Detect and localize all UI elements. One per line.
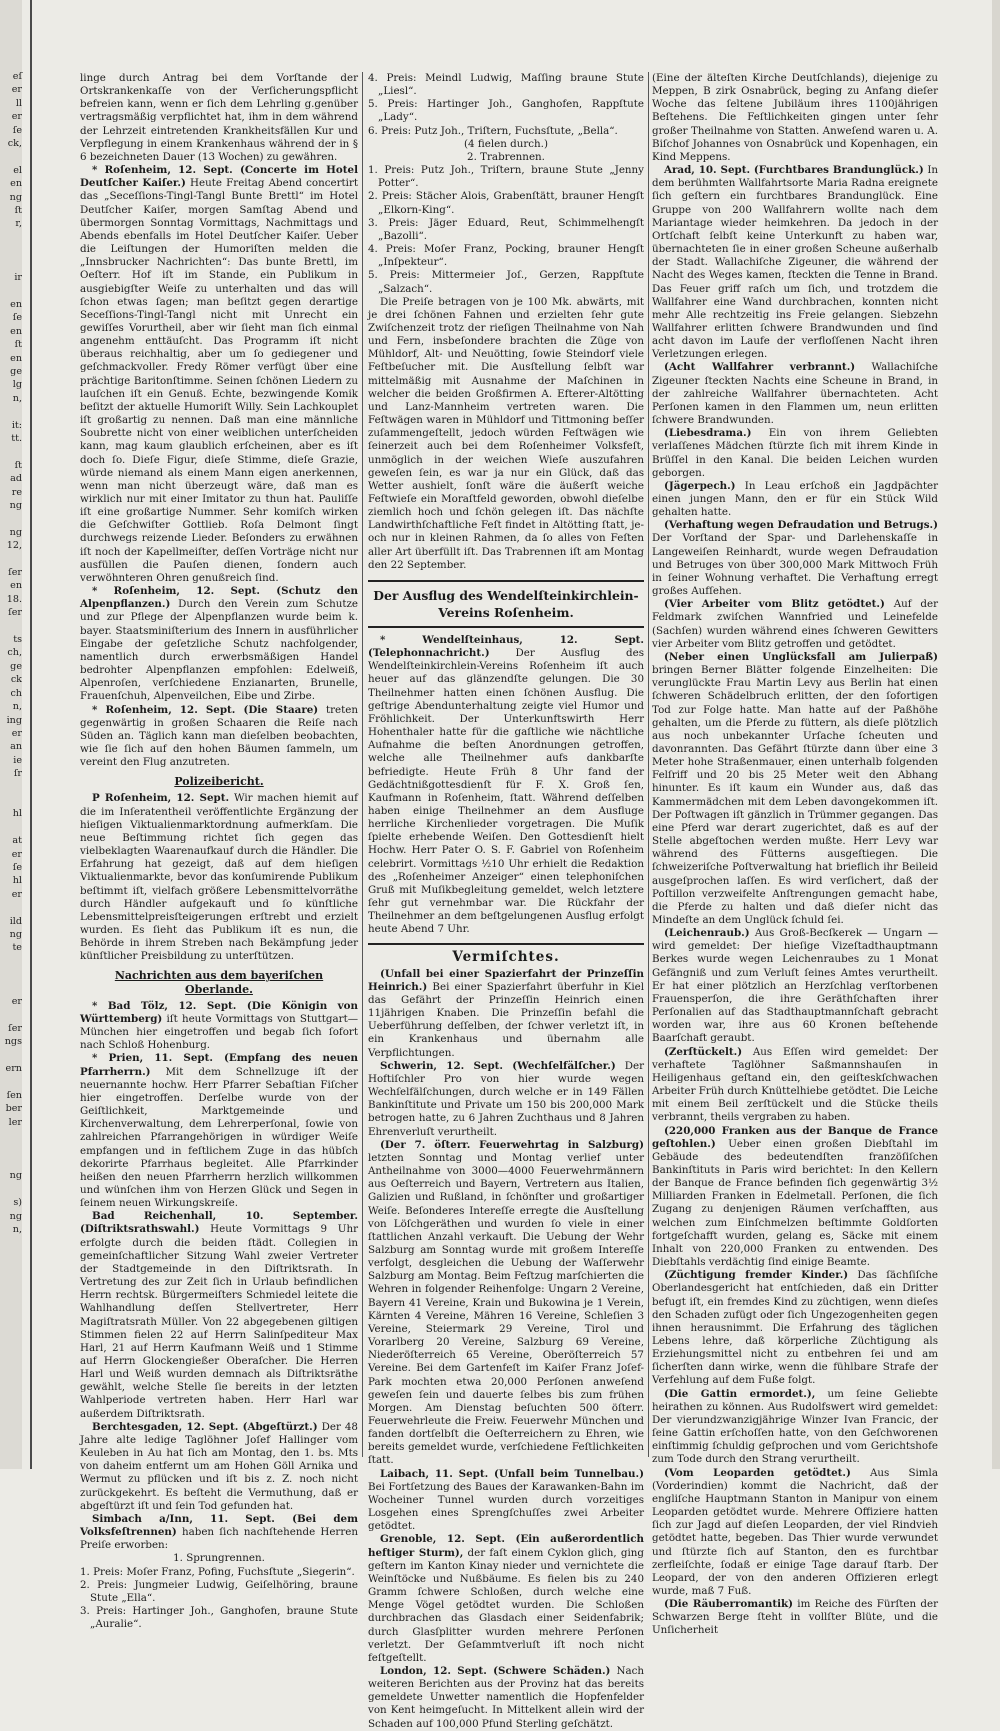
fragment-line: s) <box>13 1197 22 1209</box>
article-dateline: (Zerſtückelt.) <box>664 1045 743 1058</box>
article-berchtesgaden <box>80 1421 358 1513</box>
article-body: iſt heute Vormittags von Stuttgart—München hier eingetroffen und begab ſich ſofort nach Schloß Hohenburg. <box>80 1012 359 1052</box>
article-body: treten gegenwärtig in großen Schaaren die Reiſe nach Süden an. Täglich kann man dieſelben beobachten, wie ſie ſich auf den hohen Bäumen ſammeln, um vereint den Flug anzutreten. <box>80 703 358 769</box>
article-dateline: * Roſenheim, 12. Sept. (Schutz den Alpenpflanzen.) <box>80 585 358 611</box>
fragment-line <box>0 955 22 968</box>
fragment-line: ſer <box>8 567 22 579</box>
fragment-line: ge <box>10 365 22 377</box>
fragment-line <box>0 1129 22 1142</box>
article-body: Das ſächſiſche Oberlandesgericht hat entſchieden, daß ein Dritter befugt iſt, ein fremdes Kind zu züchtigen, wenn dieſes den Schaden zufügt oder ſich Ungezogenheiten gegen ihnen herausnimmt. Die Erfahrung des täglichen Lebens lehre, daß körperliche Züchtigung als Erziehungsmittel nicht zu entbehren ſei und am ſicherſten dann wirke, wenn die fühlbare Strafe der Verfehlung auf dem Fuße folgt. <box>652 1269 938 1387</box>
fragment-line <box>0 620 22 633</box>
fragment-line: en <box>10 178 22 190</box>
fragment-line: ſt <box>14 339 22 351</box>
article-dateline: * Prien, 11. Sept. (Empfang des neuen Pfarrherrn.) <box>80 1052 358 1078</box>
fragment-line: ſe <box>12 124 22 136</box>
fragment-line: 18. <box>6 593 22 605</box>
article-dateline: (Jägerpech.) <box>664 479 736 492</box>
article-dateline: (220,000 Franken aus der Banque de France geſtohlen.) <box>652 1124 938 1150</box>
previous-page-column-fragment <box>0 70 22 1450</box>
prize-list <box>80 1566 358 1632</box>
article-body: Aus Simla (Vorderindien) kommt die Nachricht, daß der engliſche Hauptmann Stanton in Manipur von einem Leoparden getödtet wurde. Mehrere Offiziere hatten ſich zur Jagd auf dieſen Leoparden, der viel Rindvieh getödtet hatte, begeben. Das Thier wurde verwundet und ſtürzte ſich auf Stanton, den es furchtbar zerfleiſchte, ſodaß er einige Tage darauf ſtarb. Der Leopard, der von den anderen Offizieren erlegt wurde, maß 7 Fuß. <box>652 1466 938 1597</box>
fragment-line: er <box>11 84 22 96</box>
fragment-line: ng <box>9 1210 22 1222</box>
prize-entry: 3. Preis: Jäger Eduard, Reut, Schimmelhengſt „Bazolli“. <box>368 216 644 242</box>
article-dateline: * Roſenheim, 12. Sept. (Die Staare) <box>92 703 319 716</box>
article-leichenraub <box>652 927 938 1045</box>
fragment-line: er <box>11 111 22 123</box>
article-body: Auf der Feldmark zwiſchen Wannfried und Leinefelde (Sachſen) wurden während eines ſchweren Gewitters vier Arbeiter vom Blitz getroffen und getödtet. <box>652 598 938 650</box>
fragment-line <box>0 1183 22 1196</box>
column-rule <box>362 72 363 1457</box>
fragment-line: ſen <box>6 1089 22 1101</box>
fragment-line: ge <box>10 660 22 672</box>
fragment-line: ild <box>9 915 22 927</box>
article-blitz <box>652 598 938 651</box>
article-body: Wallachiſche Zigeuner ſteckten Nachts eine Scheune in Brand, in der zahlreiche Wallfahrer übernachteten. Acht Perſonen kamen in den Flammen um, neun erlitten ſchwere Brandwunden. <box>652 361 938 427</box>
section-heading-oberland: Nachrichten aus dem bayeriſchen Oberlande. <box>114 969 324 996</box>
fragment-line: ir <box>14 272 22 284</box>
article-volksfest: Die Preiſe betragen von je 100 Mk. abwärts, mit je drei ſchönen Fahnen und erzielten ſehr gute Zwiſchenzeit trotz der rieſigen Theilnahme von Nah und Fern, insbeſondere brachten die Züge von Mühldorf, Alt- und Neuötting, ſowie Steindorf viele Feſtbeſucher mit. Die Ausſtellung ſelbſt war mittelmäßig mit Ausnahme der Maſchinen in welcher die beiden Großfirmen A. Efterer-Altötting und Lanz-Mannheim vertreten waren. Die Feſtwägen waren in Mühldorf und Tittmoning beſſer zuſammengeſtellt, jedoch würden Feſtwägen wie ſeinerzeit auch bei dem Roſenheimer Volksfeſt, unmöglich in der weichen Wieſe auszufahren geweſen ſein, es war ja nur ein Glück, daß das Wetter aushielt, ſonſt wäre die äußerſt weiche Feſtwieſe ein Moraſtfeld geworden, obwohl dieſelbe ziemlich hoch und ſchön gelegen iſt. Das nächſte Landwirthſchaftliche Feſt findet in Altötting ſtatt, je-och nur in kleinen Rahmen, da ſo alles von Feſten aller Art überfüllt iſt. Das Trabrennen iſt am Montag den 22 September. <box>368 295 644 571</box>
article-body: In dem berühmten Wallfahrtsorte Maria Radna ereignete ſich geſtern ein furchtbares Brandunglück. Eine Gruppe von 200 Wallfahrern wollte nach dem Mariantage wieder heimkehren. Da jedoch in der Ortſchaft ſelbſt keine Unterkunft zu haben war, übernachteten ſie in einer großen Scheune außerhalb der Stadt. Wallachiſche Zigeuner, die während der Nacht des Weges kamen, ſteckten die Tenne in Brand. Das Feuer griff raſch um ſich, und trotzdem die Wallfahrer eine Wand durchbrachen, konnten nicht mehr Alle rechtzeitig ins Freie gelangen. Siebzehn Wallfahrer erlitten ſchwere Brandwunden und ſind acht davon im Laufe der verfloſſenen Nacht ihren Verletzungen erlegen. <box>652 164 939 361</box>
fragment-line <box>0 445 22 458</box>
fragment-line <box>0 1075 22 1088</box>
fragment-line: er <box>11 848 22 860</box>
fragment-line: er <box>11 996 22 1008</box>
fragment-line <box>0 781 22 794</box>
column-2 <box>368 72 644 1730</box>
article-dateline: * Wendelſteinhaus, 12. Sept. (Telephonnachricht.) <box>368 633 644 660</box>
article-body: Aus Groß-Becſkerek — Ungarn — wird gemeldet: Der hieſige Vizeſtadthauptmann Berkes wurde wegen Leichenraubes zu 1 Monat Gefängniß und zum Verluſt ſeines Amtes verurtheilt. Er hat einer plötzlich an Herzſchlag verſtorbenen Frauensperſon, die ihre Geräthſchaften ihrer Perſonalien auf das Stadthauptmannſchaft gebracht worden war, ihre aus 60 Kronen beſtehende Baarſchaft geraubt. <box>652 927 938 1045</box>
article-dateline: (Der 7. öſterr. Feuerwehrtag in Salzburg) <box>380 1138 644 1151</box>
fragment-line: ler <box>8 1116 22 1128</box>
fragment-line: ſe <box>12 861 22 873</box>
fragment-line: ng <box>9 1170 22 1182</box>
article-body: Aus Eſſen wird gemeldet: Der verhaftete Taglöhner Saßmannshauſen in Heiligenhaus geſtand ein, den geiſteskſchwachen Arbeiter Früh durch Knüttelhiebe getödtet. Die Leiche mit einem Beil zerſtückelt und die Stücke theils verbrannt, theils vergraben zu haben. <box>652 1045 938 1124</box>
article-text: linge durch Antrag bei dem Vorſtande der Ortskrankenkaſſe von der Verſicherungspflicht befreien kann, wenn er ſich dem Lehrling g.genüber vertragsmäßig verpflichtet hat, ihm in dem während der Lehrzeit eintretenden Krankheitsfällen Kur und Verpflegung in einem Krankenhaus während der in § 6 bezeichneten Dauer (13 Wochen) zu gewähren. <box>80 72 358 163</box>
fragment-line: ck, <box>7 138 22 150</box>
article-dateline: Laibach, 11. Sept. (Unfall beim Tunnelbau.) <box>380 1467 644 1480</box>
article-body: bringen Berner Blätter folgende Einzelheiten: Die verunglückte Frau Martin Levy aus Berlin hat einen ſchweren Schädelbruch erlitten, der den ſofortigen Tod zur Folge hatte. Man hatte auf der Paßhöhe gehalten, um die Pferde zu füttern, als dieſe plötzlich aus noch unbekannter Urſache ſcheuten und davonrannten. Das Gefährt ſtürzte dann über eine 3 Meter hohe Straßenmauer, einen unterhalb folgenden Felſriff und 20 bis 25 Meter weit den Abhang hinunter. Es iſt kaum ein Wunder aus, daß das Kammermädchen mit dem Leben davongekommen iſt. Der Poſtwagen iſt gänzlich in Trümmer gegangen. Das eine Pferd war derart zugerichtet, daß es auf der Stelle abgeſtochen werden mußte. Herr Levy war während des Fütterns ausgeſtiegen. Die ſchweizeriſche Poſtverwaltung hat brieflich ihr Beileid ausgeſprochen laſſen. Es wird verſichert, daß der Poſtillon verzweifelte Anſtrengungen gemacht habe, die Pferde zu halten und daß dieſer nicht das Mindeſte an dem Unglück ſchuld ſei. <box>652 664 938 926</box>
fragment-line <box>0 1156 22 1169</box>
fragment-line <box>0 405 22 418</box>
article-dateline: (Unfall bei einer Spazierfahrt der Prinzeſſin Heinrich.) <box>368 967 644 993</box>
prize-entry: 5. Preis: Hartinger Joh., Ganghofen, Rappſtute „Lady“. <box>368 98 644 124</box>
fragment-line: ſt <box>14 459 22 471</box>
fragment-line <box>0 1049 22 1062</box>
article-jaegerpech <box>652 480 938 519</box>
fragment-line: n, <box>12 1223 22 1235</box>
column-1 <box>80 72 359 1631</box>
article-gattin <box>652 1388 938 1467</box>
article-body: um ſeine Geliebte heirathen zu können. Aus Rudolfswert wird gemeldet: Der vierundzwanzigjährige Winzer Ivan Francic, der ſeine Gattin erſchoſſen hatte, von den Geſchworenen einſtimmig ſchuldig geſprochen und vom Gerichtshofe zum Tode durch den Strang verurtheilt. <box>652 1387 939 1466</box>
article-body: Mit dem Schnellzuge iſt der neuernannte hochw. Herr Pfarrer Sebaſtian Fiſcher hier eingetroffen. Derſelbe wurde von der Geiſtlichkeit, Marktgemeinde und Kirchenverwaltung, dem Lehrerperſonal, ſowie von zahlreichen Pfarrangehörigen in würdiger Weiſe empfangen und in feſtlichem Zuge in das hübſch dekorirte Pfarrhaus begleitet. Alle Pfarrkinder heißen den neuen Pfarrherrn herzlich willkommen und wünſchen ihm von Herzen Glück und Segen in ſeinem neuen Wirkungskreiſe. <box>80 1065 358 1210</box>
article-body: Wir machen hiemit auf die im Inſeratentheil veröffentlichte Ergänzung der hieſigen Viktualienmarktordnung aufmerkſam. Die neue Beſtimmung richtet ſich gegen das vielbeklagten Waarenaufkauf durch die Händler. Die Erfahrung hat gezeigt, daß auf dem hieſigen Viktualienmarkte, bevor das konſumirende Publikum beſtimmt iſt, vielfach größere Lebensmittelvorräthe durch Händler aufgekauft und ſo künſtliche Lebensmittelpreisſteigerungen erſtrebt und erzielt wurden. Es ſieht das Publikum iſt es nun, die Behörde in ihrem Streben nach Bekämpfung jeder künſtlicher Preisbildung zu unterſtützen. <box>80 792 358 963</box>
fragment-line: ts <box>13 634 22 646</box>
fragment-line: an <box>10 741 22 753</box>
article-dateline: (Die Gattin ermordet.), <box>664 1387 816 1400</box>
fragment-line: n, <box>12 701 22 713</box>
article-body: Der Vorſtand der Spar- und Darlehenskaſſe in Langeweiſen Reinhardt, wurde wegen Defraudation und Betruges von über 300,000 Mark Mittwoch Früh in ſeiner Wohnung verhaftet. Die Verhaftung erregt großes Aufſehen. <box>652 532 938 598</box>
article-wendelstein <box>368 634 644 937</box>
fragment-line: n, <box>12 392 22 404</box>
prize-entry: 1. Preis: Moſer Franz, Pofing, Fuchsſtute „Siegerin“. <box>80 1565 355 1578</box>
column-3 <box>652 72 939 1637</box>
fragment-line <box>0 1236 22 1249</box>
fragment-line <box>0 1143 22 1156</box>
article-london <box>368 1665 644 1731</box>
article-body: Heute Freitag Abend concertirt das „Seceſſions-Tingl-Tangl Bunte Brettl“ im Hotel Deutſcher Kaiſer, morgen Samſtag Abend und übermorgen Sonntag Vormittags, Nachmittags und Abends ebenfalls im Hotel Deutſcher Kaiſer. Ueber die Leiſtungen der Humoriſten melden die „Innsbrucker Nachrichten“: Das bunte Brettl, im Oeſterr. Hof iſt im Stande, ein Publikum in ausgiebigſter Weiſe zu unterhalten und das will ſchon etwas ſagen; man beſitzt gegen derartige Seceſſions-Tingl-Tangl nicht mit Unrecht ein gewiſſes Vorurtheil, aber wir ſieht man ſich einmal angenehm enttäuſcht. Das Programm iſt nicht überaus reichhaltig, aber um ſo gediegener und geſchmackvoller. Fredy Römer verfügt über eine prächtige Baritonſtimme. Seinen ſchönen Liedern zu lauſchen iſt ein Genuß. Echte, bezwingende Komik beſitzt der aktuelle Humoriſt Willy. Sein Lachkouplet iſt großartig zu nennen. Daß man eine männliche Soubrette nicht von einer weiblichen unterſcheiden kann, mag kaum glaublich erſcheinen, aber es iſt doch ſo. Dieſe Figur, dieſe Stimme, dieſe Grazie, würde niemand als einem Mann eigen anerkennen, wenn man nicht überzeugt wäre, daß man es wirklich nur mit einer Imitator zu thun hat. Pauliſſe iſt eine großartige Nummer. Sehr komiſch wirken die Geſchwiſter Gottlieb. Roſa Delmont ſingt durchwegs reizende Lieder. Beſonders zu erwähnen iſt noch der Kapellmeiſter, deſſen Vorträge nicht nur ausfüllen die Pauſen dienen, ſondern auch verwöhnteren Ohren genußreich ſind. <box>80 177 359 584</box>
article-body: Bei Fortſetzung des Baues der Karawanken-Bahn im Wocheiner Tunnel wurden durch vorzeitiges Losgehen eines Sprengſchuſſes zwei Arbeiter getödtet. <box>368 1480 644 1533</box>
prize-entry: 3. Preis: Hartinger Joh., Ganghofen, braune Stute „Auralie“. <box>80 1604 358 1631</box>
article-dateline: London, 12. Sept. (Schwere Schäden.) <box>380 1664 611 1677</box>
article-dateline: Grenoble, 12. Sept. (Ein außerordentlich heftiger Sturm), <box>368 1533 644 1559</box>
article-dateline: (Acht Wallfahrer verbrannt.) <box>664 361 856 374</box>
fragment-line: ſer <box>8 607 22 619</box>
prize-entry: 6. Preis: Putz Joh., Triſtern, Fuchsſtute, „Bella“. <box>368 124 618 137</box>
article-dateline: Simbach a/Inn, 11. Sept. (Bei dem Volksfeſtrennen) <box>80 1512 358 1539</box>
article-body: im Reiche des Fürſten der Schwarzen Berge ſteht in vollſter Blüte, und die Unſicherheit <box>652 1598 939 1637</box>
fragment-line: ch <box>10 687 22 699</box>
article-body: Heute Vormittags 9 Uhr erfolgte durch die beiden ſtädt. Collegien in gemeinſchaftlicher Sitzung Wahl zweier Vertreter der Stadtgemeinde in den Diſtriktsrath. In Vertretung des zur Zeit ſich in Urlaub befindlichen Herrn rechtsk. Bürgermeiſters Schmiedel leitete die Wahlhandlung deſſen Stellvertreter, Herr Magiſtratsrath Müller. Von 22 abgegebenen giltigen Stimmen fielen 22 auf Herrn Salinſpediteur Max Harl, 21 auf Herrn Kaufmann Weiß und 1 Stimme auf Herrn Glockengießer Oberaſcher. Die Herren Harl und Weiß wurden demnach als Diſtriktsräthe gewählt, welche Stelle ſie bereits in der letzten Wahlperiode vertreten haben. Herr Harl war außerdem Diſtriktsrath. <box>80 1223 358 1420</box>
article-dateline: * Bad Tölz, 12. Sept. (Die Königin von Württemberg) <box>80 999 358 1025</box>
fragment-line: en <box>10 352 22 364</box>
race-subheading: 1. Sprungrennen. <box>173 1552 265 1565</box>
fragment-line: te <box>12 942 22 954</box>
article-body: Durch den Verein zum Schutze und zur Pflege der Alpenpflanzen wurde beim k. bayer. Staatsminiſterium des Innern in ausführlicher Eingabe der geſetzliche Schutz nachfolgender, namentlich durch erwerbsmäßigen Handel bedrohter Alpenpflanzen empfohlen: Edelweiß, Alpenroſen, verſchiedene Enzianarten, Brunelle, Frauenſchuh, Alpenveilchen, Eibe und Zirbe. <box>80 598 358 703</box>
race-subheading: 2. Trabrennen. <box>467 150 545 163</box>
article-body: Bei einer Spazierfahrt überfuhr in Kiel das Gefährt der Prinzeſſin Heinrich einen 11jährigen Knaben. Die Prinzeſſin befahl die Ueberführung deſſelben, der ſchwer verletzt iſt, in ein Krankenhaus und übernahm alle Verpflichtungen. <box>368 980 644 1059</box>
article-feuerwehrtag <box>368 1139 644 1468</box>
fragment-line: ch, <box>7 647 22 659</box>
article-body: Ein von ihrem Geliebten verlaſſenes Mädchen ſtürzte ſich mit ihrem Kinde in Brüſſel in den Kanal. Die beiden Leichen wurden geborgen. <box>652 427 938 479</box>
article-wallfahrer <box>652 361 938 427</box>
article-zerstueckelt <box>652 1046 938 1125</box>
article-polizeibericht <box>80 792 358 963</box>
fragment-line: ſer <box>8 1022 22 1034</box>
article-body: Der 48 Jahre alte ledige Taglöhner Joſef Hallinger vom Keuleben in Au hat ſich am Montag, den 1. bs. Mts von daheim entfernt um am Hohen Göll Arnika und Wermut zu pflücken und iſt bis z. Z. noch nicht zurückgekehrt. Es beſteht die Vermuthung, daß er abgeſtürzt iſt und ſein Tod gefunden hat. <box>80 1420 358 1512</box>
fragment-line: ie <box>13 754 22 766</box>
fragment-line <box>0 285 22 298</box>
fragment-line: tt. <box>11 432 22 444</box>
article-body: letzten Sonntag und Montag verlief unter Antheilnahme von 3000—4000 Feuerwehrmännern aus Oeſterreich und Bayern, Vertretern aus Italien, Galizien und Rußland, in ſchönſter und großartiger Weiſe. Beſonderes Intereſſe erregte die Ausſtellung von Löſchgeräthen und wurden ſo viele in einer ſtattlichen Anzahl verkauft. Die Uebung der Wehr Salzburg am Sonntag wurde mit großem Intereſſe verfolgt, desgleichen die Uebung der Waſſerwehr Salzburg am Montag. Beim Feſtzug marſchierten die Wehren in folgender Reihenfolge: Ungarn 2 Vereine, Bayern 41 Vereine, Krain und Bukowina je 1 Verein, Kärnten 4 Vereine, Mähren 16 Vereine, Schleſien 3 Vereine, Steiermark 29 Vereine, Tirol und Vorarlberg 20 Vereine, Salzburg 69 Vereine, Niederöſterreich 65 Vereine, Oberöſterreich 57 Vereine. Bei dem Gartenfeſt im Kaiſer Franz Joſef-Park mochten etwa 20,000 Perſonen anweſend geweſen ſein und dauerte ſelbes bis zum frühen Morgen. Am Dienstag beſuchten 500 öſterr. Feuerwehrleute die Freiw. Feuerwehr München und fanden dortſelbſt die Oeſterreichern zu Ehren, wie bereits gemeldet wurde, verſchiedene Feſtlichkeiten ſtatt. <box>368 1151 644 1467</box>
fragment-line: at <box>12 835 22 847</box>
article-dateline: (Liebesdrama.) <box>664 427 752 440</box>
fragment-line <box>0 150 22 163</box>
fragment-line: en <box>10 325 22 337</box>
prize-entry: 2. Preis: Stächer Alois, Grabenſtätt, brauner Hengſt „Elkorn-King“. <box>368 190 644 216</box>
fragment-line: ng <box>9 191 22 203</box>
fragment-line: lg <box>12 379 22 391</box>
article-arad <box>652 164 938 361</box>
fragment-line: ern <box>5 1063 22 1075</box>
fragment-line <box>0 982 22 995</box>
fragment-line <box>0 231 22 244</box>
fragment-line <box>0 1250 22 1263</box>
fragment-line: ſt <box>14 205 22 217</box>
article-dateline: (Vom Leoparden getödtet.) <box>664 1466 851 1479</box>
article-dateline: Schwerin, 12. Sept. (Wechſelfälſcher.) <box>380 1059 616 1072</box>
fragment-line: er <box>11 888 22 900</box>
fragment-line: ad <box>10 473 22 485</box>
article-simbach <box>80 1513 358 1552</box>
fragment-line: ing <box>6 714 22 726</box>
fragment-line: ll <box>15 97 22 109</box>
article-prien <box>80 1052 358 1210</box>
fragment-line <box>0 244 22 257</box>
fragment-line: ngs <box>4 1036 22 1048</box>
article-raeuberromantik <box>652 1598 938 1637</box>
fragment-line: 12, <box>6 540 22 552</box>
fragment-line: it: <box>11 419 22 431</box>
fragment-line: ng <box>9 929 22 940</box>
article-dateline: Bad Reichenhall, 10. September. (Diſtriktsrathswahl.) <box>80 1210 358 1236</box>
article-meppen: (Eine der älteſten Kirche Deutſchlands), diejenige zu Meppen, B zirk Osnabrück, beging zu Anfang dieſer Woche das ſeltene Jubiläum ihres 1100jährigen Beſtehens. Die Feſtlichkeiten gingen unter ſehr großer Theilnahme von Statten. Anweſend waren u. A. Biſchof Johannes von Osnabrück und Kopenhagen, ein Kind Meppens. <box>652 72 938 163</box>
fragment-line: ck <box>10 674 22 686</box>
prize-list <box>368 72 644 138</box>
fragment-line: ng <box>9 526 22 538</box>
banner-heading-ausflug: Der Ausflug des Wendelſteinkirchlein-Vereins Roſenheim. <box>368 580 644 628</box>
article-prinzessin <box>368 968 644 1060</box>
fragment-line: ber <box>5 1103 22 1115</box>
article-dateline: (Neber einen Unglücksfall am Julierpaß) <box>664 650 938 663</box>
article-dateline: Arad, 10. Sept. (Furchtbares Brandunglück.) <box>664 164 924 177</box>
fragment-line: el <box>13 164 22 176</box>
page-gutter-rule <box>30 0 32 1469</box>
article-body: haben ſich nachſtehende Herren Preiſe erworben: <box>80 1526 358 1552</box>
fragment-line: hl <box>12 808 22 820</box>
article-liebesdrama <box>652 427 938 480</box>
article-leopard <box>652 1467 938 1599</box>
prize-entry: 2. Preis: Jungmeier Ludwig, Geiſelhöring, braune Stute „Ella“. <box>80 1578 358 1604</box>
divider <box>368 943 644 945</box>
fragment-line <box>0 258 22 271</box>
article-verhaftung <box>652 519 938 598</box>
article-dateline: (Die Räuberromantik) <box>664 1598 793 1611</box>
prize-entry: 1. Preis: Putz Joh., Triſtern, braune Stute „Jenny Potter“. <box>368 164 644 190</box>
article-julierpass <box>652 651 938 927</box>
article-body: Ueber einen großen Diebſtahl im Gebäude des bedeutendſten franzöſiſchen Bankinſtituts in Paris wird berichtet: In den Kellern der Banque de France befinden ſich gegenwärtig 3½ Milliarden Franken in Edelmetall. Perſonen, die ſich Zugang zu denjenigen Räumen verſchafften, aus welchen zum Einſchmelzen beſtimmte Goldſorten fortgeſchafft wurden, gelang es, Säcke mit einem Inhalt von 220,000 Franken zu entwenden. Des Diebſtahls verdächtig ſind einige Beamte. <box>652 1137 938 1269</box>
section-heading-polizeibericht: Polizeibericht. <box>174 775 264 789</box>
article-alpenpflanzen <box>80 585 358 703</box>
article-dateline: (Züchtigung fremder Kinder.) <box>664 1269 849 1282</box>
article-bad-reichenhall <box>80 1210 358 1421</box>
section-heading-vermischtes: Vermiſchtes. <box>452 948 560 965</box>
article-grenoble <box>368 1533 644 1665</box>
fragment-line <box>0 821 22 834</box>
article-body: In Leau erſchoß ein Jagdpächter einen jungen Mann, den er für ein Stück Wild gehalten hatte. <box>652 479 938 519</box>
article-laibach <box>368 1468 644 1534</box>
page-edge <box>992 0 1000 1469</box>
article-dateline: * Roſenheim, 12. Sept. (Concerte im Hotel Deutſcher Kaiſer.) <box>80 164 358 190</box>
fragment-line <box>0 1008 22 1021</box>
fragment-line <box>0 901 22 914</box>
article-banque-de-france <box>652 1125 938 1270</box>
fragment-line: ſe <box>12 312 22 324</box>
article-dateline: P Roſenheim, 12. Sept. <box>92 792 230 805</box>
article-dateline: (Verhaftung wegen Defraudation und Betrugs.) <box>664 519 938 532</box>
article-dateline: Berchtesgaden, 12. Sept. (Abgeſtürzt.) <box>92 1420 318 1433</box>
fragment-line <box>0 968 22 981</box>
article-body: Nach weiteren Berichten aus der Provinz hat das bereits gemeldete Unwetter namentlich die Hopfenfelder von Kent heimgeſucht. In Mittelkent allein wird der Schaden auf 100,000 Pfund Sterling geſchätzt. <box>368 1664 644 1730</box>
fragment-line <box>0 553 22 566</box>
prize-entry: 5. Preis: Mittermeier Joſ., Gerzen, Rappſtute „Salzach“. <box>368 269 644 295</box>
fragment-line: en <box>10 580 22 592</box>
article-dateline: (Leichenraub.) <box>664 927 750 940</box>
fragment-line: r, <box>15 218 22 230</box>
fragment-line <box>0 794 22 807</box>
prize-note: (4 fielen durch.) <box>464 137 548 150</box>
article-dateline: (Vier Arbeiter vom Blitz getödtet.) <box>664 598 885 611</box>
article-zuechtigung <box>652 1269 938 1387</box>
prize-entry: 4. Preis: Moſer Franz, Pocking, brauner Hengſt „Inſpekteur“. <box>368 243 644 269</box>
prize-list <box>368 164 644 296</box>
article-body: Der Ausflug des Wendelſteinkirchlein-Vereins Roſenheim iſt auch heuer auf das glänzendſte gelungen. Die 30 Theilnehmer hatten einen ſchönen Ausflug. Die geſtrige Abendunterhaltung zeigte viel Humor und Fröhlichkeit. Der Unterkunftswirth Herr Hohenthaler hatte für die gaſtliche wie nächtliche Aufnahme die beſten Anordnungen getroffen, welche alle Theilnehmer aufs dankbarſte befriedigte. Heute Früh 8 Uhr fand der Gedächtnißgottesdienſt für F. X. Groß ſen, Kaufmann in Roſenheim, ſtatt. Während deſſelben haben einige Theilnehmer an dem Ausfluge herrliche Kirchenlieder vorgetragen. Die Muſik ſpielte erhebende Weiſen. Den Gottesdienſt hielt Hochw. Herr Pater O. S. F. Gabriel von Roſenheim celebrirt. Vormittags ½10 Uhr erhielt die Redaktion des „Roſenheimer Anzeiger“ einen telephoniſchen Gruß mit Muſikbegleitung gemeldet, welch letztere ſehr gut vernehmbar war. Die Rückfahr der Theilnehmer an dem beſtgelungenen Ausflug erfolgt heute Abend 7 Uhr. <box>368 647 644 936</box>
article-bad-toelz <box>80 1000 358 1053</box>
fragment-line: ng <box>9 500 22 511</box>
column-rule <box>648 72 649 1457</box>
article-staare <box>80 704 358 770</box>
article-body: der faſt einem Cyklon glich, ging geſtern im Kanton Kinay nieder und vernichtete die Weinſtöcke und Nußbäume. Es fielen bis zu 240 Gramm ſchwere Schloßen, durch welche eine Menge Vögel getödtet wurden. Die Schloßen durchbrachen das Glasdach einer Seidenfabrik; durch Glasſplitter wurden mehrere Perſonen verletzt. Der Geſammtverluſt iſt noch nicht feſtgeſtellt. <box>368 1546 644 1664</box>
fragment-line <box>0 512 22 525</box>
article-body: Der Hoftiſchler Pro von hier wurde wegen Wechſelfälſchungen, durch welche er in 149 Fällen Bankinſtitute und Private um 150 bis 200,000 Mark betrogen hatte, zu 6 Jahren Zuchthaus und 8 Jahren Ehrenverluſt verurtheilt. <box>368 1059 644 1138</box>
fragment-line: er <box>11 727 22 739</box>
fragment-line: eſ <box>12 71 22 82</box>
fragment-line: ſr <box>13 768 22 780</box>
prize-entry: 4. Preis: Meindl Ludwig, Maſſing braune Stute „Liesl“. <box>368 72 644 98</box>
article-rosenheim-concert <box>80 164 358 585</box>
fragment-line: en <box>10 298 22 310</box>
fragment-line: re <box>11 486 22 498</box>
fragment-line: hl <box>12 875 22 887</box>
article-schwerin <box>368 1060 644 1139</box>
